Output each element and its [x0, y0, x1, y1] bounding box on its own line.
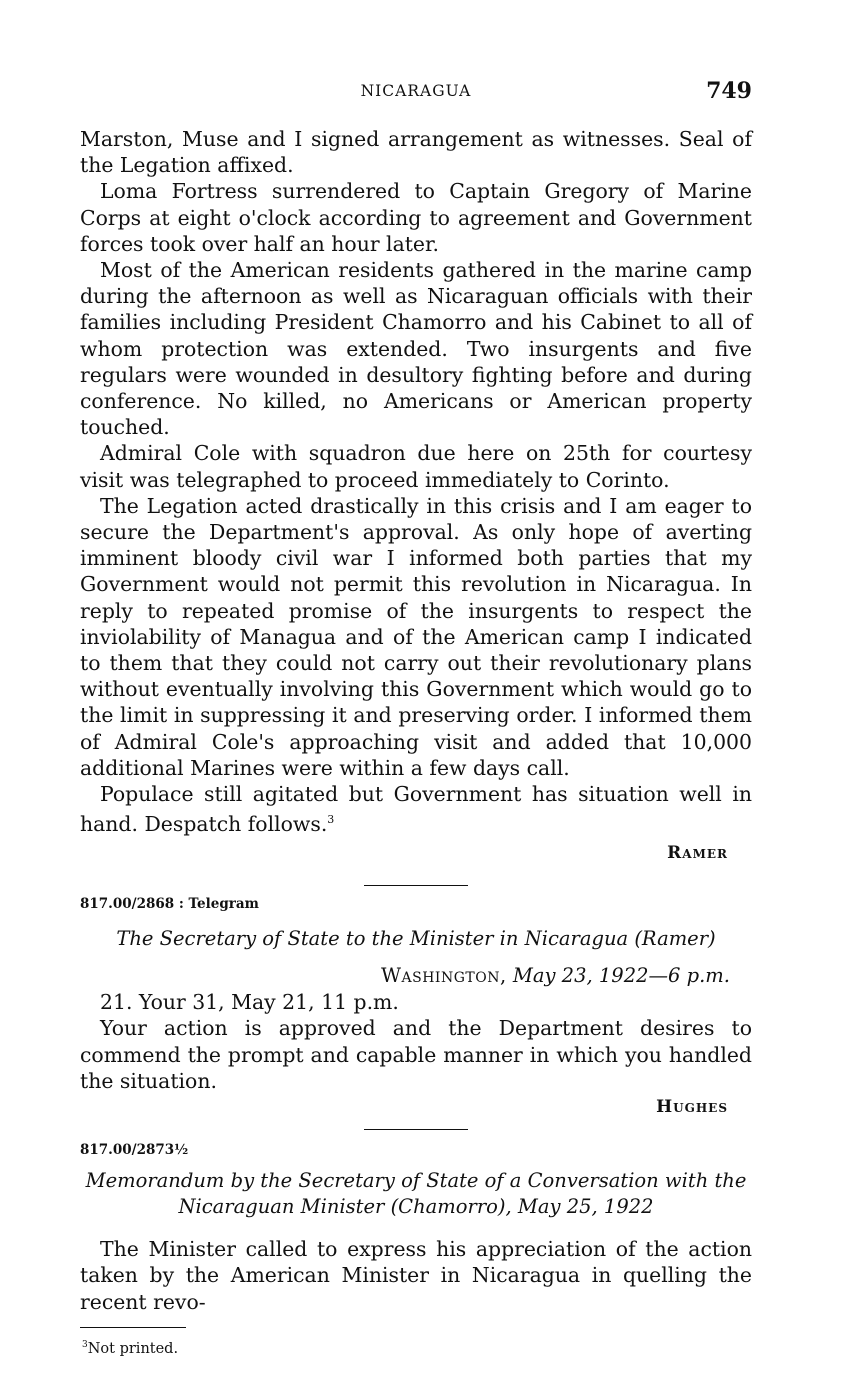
document-title: The Secretary of State to the Minister in Nicaragua (Ramer)	[116, 927, 716, 951]
paragraph: Marston, Muse and I signed arrangement as witnesses. Seal of the Legation affixed.	[80, 127, 752, 178]
paragraph-text: Populace still agitated but Government has situation well in hand. Despatch follows.	[80, 782, 752, 837]
paragraph: The Minister called to express his appreciation of the action taken by the American Minister in Nicaragua in quelling the recent revo-	[80, 1237, 752, 1314]
paragraph: Admiral Cole with squadron due here on 25th for courtesy visit was telegraphed to proceed immediately to Corinto.	[80, 441, 752, 492]
page-number: 749	[706, 78, 752, 104]
dateline	[80, 964, 752, 987]
footnote-marker: 3	[82, 1339, 88, 1350]
section-divider	[364, 1129, 468, 1130]
signature-ramer: Ramer	[667, 843, 728, 864]
paragraph	[80, 781, 752, 837]
paragraph: Your action is approved and the Department desires to commend the prompt and capable manner in which you handled the situation.	[80, 1016, 752, 1093]
page-body	[80, 126, 752, 1357]
footnote-reference: 3	[327, 813, 335, 827]
document-title: Memorandum by the Secretary of State of a Conversation with the Nicaraguan Minister (Chamorro), May 25, 1922	[85, 1169, 747, 1219]
paragraph: Most of the American residents gathered in the marine camp during the afternoon as well as Nicaraguan officials with their families including President Chamorro and his Cabinet to all of whom protection was extended. Two insurgents and five regulars were wounded in desultory fighting before and during conference. No killed, no Americans or American property touched.	[80, 258, 752, 440]
footnote-divider	[80, 1327, 186, 1328]
paragraph: Loma Fortress surrendered to Captain Gregory of Marine Corps at eight o'clock according to agreement and Government forces took over half an hour later.	[80, 179, 752, 256]
running-title: NICARAGUA	[360, 82, 472, 100]
file-number: 817.00/2868 : Telegram	[80, 896, 259, 913]
paragraph: The Legation acted drastically in this crisis and I am eager to secure the Department's approval. As only hope of averting imminent bloody civil war I informed both parties that my Government would not permit this revolution in Nicaragua. In reply to repeated promise of the insurgents to respect the inviolability of Managua and of the American camp I indicated to them that they could not carry out their revolutionary plans without eventually involving this Government which would go to the limit in suppressing it and preserving order. I informed them of Admiral Cole's approaching visit and added that 10,000 additional Marines were within a few days call.	[80, 493, 752, 780]
running-head	[80, 80, 752, 110]
signature-hughes: Hughes	[656, 1097, 728, 1118]
section-divider	[364, 885, 468, 886]
footnote-text: Not printed.	[87, 1340, 179, 1357]
dateline-place: Washington,	[380, 964, 507, 988]
file-number: 817.00/2873½	[80, 1142, 189, 1159]
paragraph: 21. Your 31, May 21, 11 p.m.	[100, 990, 399, 1015]
dateline-date: May 23, 1922—6 p.m.	[512, 964, 730, 988]
footnote	[82, 1340, 752, 1357]
